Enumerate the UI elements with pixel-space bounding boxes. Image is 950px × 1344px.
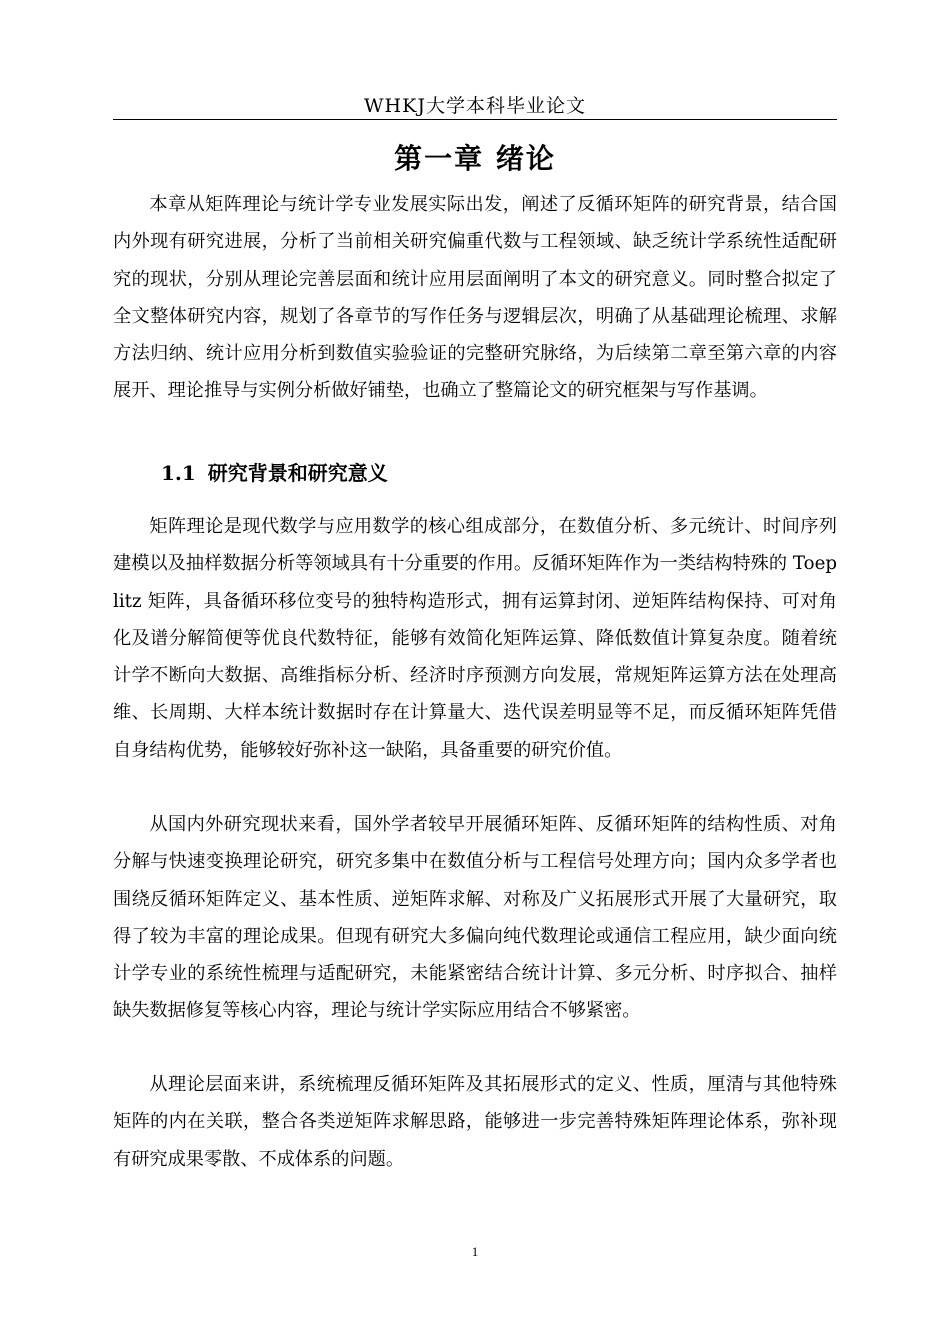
page-number: 1 — [471, 1244, 479, 1259]
section-title: 研究背景和研究意义 — [207, 461, 388, 485]
section-heading — [161, 458, 388, 488]
paragraph-theoretical-significance: 从理论层面来讲，系统梳理反循环矩阵及其拓展形式的定义、性质，厘清与其他特殊矩阵的内在关联，整合各类逆矩阵求解思路，能够进一步完善特殊矩阵理论体系，弥补现有研究成果零散、不成体系的问题。 — [113, 1074, 837, 1170]
paragraph-research-status: 从国内外研究现状来看，国外学者较早开展循环矩阵、反循环矩阵的结构性质、对角分解与快速变换理论研究，研究多集中在数值分析与工程信号处理方向；国内众多学者也围绕反循环矩阵定义、基本性质、逆矩阵求解、对称及广义拓展形式开展了大量研究，取得了较为丰富的理论成果。但现有研究大多偏向纯代数理论或通信工程应用，缺少面向统计学专业的系统性梳理与适配研究，未能紧密结合统计计算、多元分析、时序拟合、抽样缺失数据修复等核心内容，理论与统计学实际应用结合不够紧密。 — [113, 814, 837, 1022]
section-number: 1.1 — [161, 461, 196, 485]
header-rule — [113, 119, 837, 120]
chapter-title: 第一章 绪论 — [394, 142, 556, 175]
paragraph-research-background: 矩阵理论是现代数学与应用数学的核心组成部分，在数值分析、多元统计、时间序列建模以及抽样数据分析等领域具有十分重要的作用。反循环矩阵作为一类结构特殊的 Toeplitz 矩阵，具备循环移位变号的独特构造形式，拥有运算封闭、逆矩阵结构保持、可对角化及谱分解简便等优良代数特征，能够有效简化矩阵运算、降低数值计算复杂度。随着统计学不断向大数据、高维指标分析、经济时序预测方向发展，常规矩阵运算方法在处理高维、长周期、大样本统计数据时存在计算量大、迭代误差明显等不足，而反循环矩阵凭借自身结构优势，能够较好弥补这一缺陷，具备重要的研究价值。 — [113, 516, 837, 761]
paragraph-chapter-intro: 本章从矩阵理论与统计学专业发展实际出发，阐述了反循环矩阵的研究背景，结合国内外现有研究进展，分析了当前相关研究偏重代数与工程领域、缺乏统计学系统性适配研究的现状，分别从理论完善层面和统计应用层面阐明了本文的研究意义。同时整合拟定了全文整体研究内容，规划了各章节的写作任务与逻辑层次，明确了从基础理论梳理、求解方法归纳、统计应用分析到数值实验验证的完整研究脉络，为后续第二章至第六章的内容展开、理论推导与实例分析做好铺垫，也确立了整篇论文的研究框架与写作基调。 — [113, 194, 837, 402]
running-header: WHKJ大学本科毕业论文 — [364, 95, 586, 117]
